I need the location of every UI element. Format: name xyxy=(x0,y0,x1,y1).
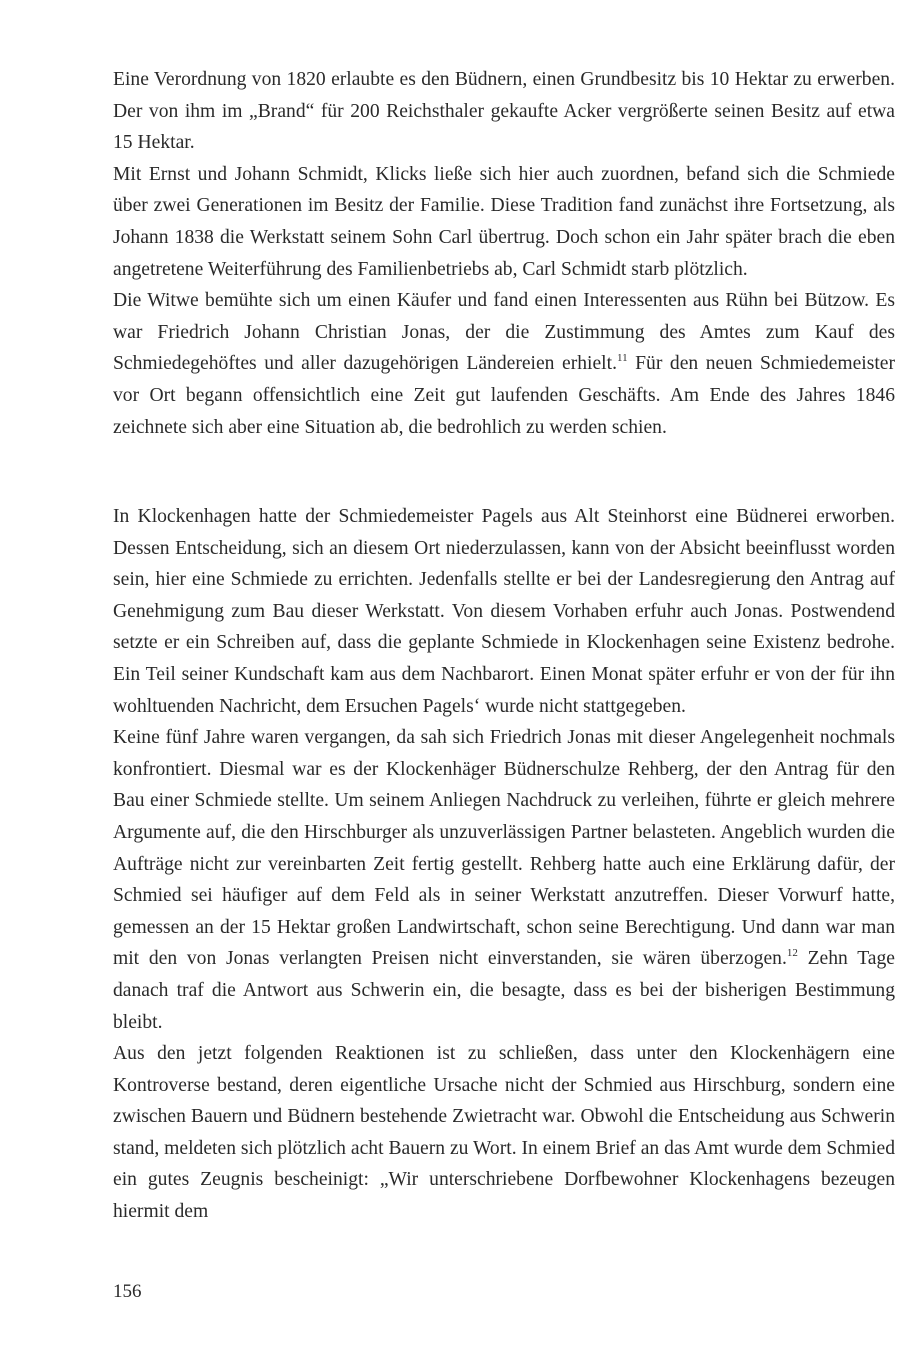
paragraph xyxy=(113,722,895,1038)
paragraph: In Klockenhagen hatte der Schmiedemeister Pagels aus Alt Steinhorst eine Büdnerei erworben. Dessen Entscheidung, sich an diesem Ort niederzulassen, kann von der Absicht beeinflusst worden sein, hier eine Schmiede zu errichten. Jedenfalls stellte er bei der Landesregierung den Antrag auf Genehmigung zum Bau dieser Werkstatt. Von diesem Vorhaben erfuhr auch Jonas. Postwendend setzte er ein Schreiben auf, dass die geplante Schmiede in Klockenhagen seine Existenz bedrohe. Ein Teil seiner Kundschaft kam aus dem Nachbarort. Einen Monat später erfuhr er von der für ihn wohltuenden Nachricht, dem Ersuchen Pagels‘ wurde nicht stattgegeben. xyxy=(113,506,895,717)
paragraph-text: Keine fünf Jahre waren vergangen, da sah sich Friedrich Jonas mit dieser Angelegenheit nochmals konfrontiert. Diesmal war es der Klockenhäger Büdnerschulze Rehberg, der den Antrag für den Bau einer Schmiede stellte. Um seinem Anliegen Nachdruck zu verleihen, führte er gleich mehrere Argumente auf, die den Hirschburger als unzuverlässigen Partner belasteten. Angeblich wurden die Aufträge nicht zur vereinbarten Zeit fertig gestellt. Rehberg hatte auch eine Erklärung dafür, der Schmied sei häufiger auf dem Feld als in seiner Werkstatt anzutreffen. Dieser Vorwurf hatte, gemessen an der 15 Hektar großen Landwirtschaft, schon seine Berechtigung. Und dann war man mit den von Jonas verlangten Preisen nicht einverstanden, sie wären überzogen. xyxy=(113,727,895,970)
paragraph: Aus den jetzt folgenden Reaktionen ist zu schließen, dass unter den Klockenhägern eine Kontroverse bestand, deren eigentliche Ursache nicht der Schmied aus Hirschburg, sondern eine zwischen Bauern und Büdnern bestehende Zwietracht war. Obwohl die Entscheidung aus Schwerin stand, meldeten sich plötzlich acht Bauern zu Wort. In einem Brief an das Amt wurde dem Schmied ein gutes Zeugnis bescheinigt: „Wir unterschriebene Dorfbewohner Klockenhagens bezeugen hiermit dem xyxy=(113,1043,895,1223)
footnote-marker: 11 xyxy=(616,351,628,364)
paragraph-text: Die Witwe bemühte sich um einen Käufer und fand einen Interessenten aus Rühn bei Bützow. Es war Friedrich Johann Christian Jonas, der die Zustimmung des Amtes zum Kauf des Schmiedegehöftes und aller dazugehörigen Ländereien erhielt. xyxy=(113,290,895,375)
footnote-marker: 12 xyxy=(786,946,798,959)
text-section-1 xyxy=(113,64,895,443)
paragraph: Eine Verordnung von 1820 erlaubte es den Büdnern, einen Grundbesitz bis 10 Hektar zu erwerben. Der von ihm im „Brand“ für 200 Reichsthaler gekaufte Acker vergrößerte seinen Besitz auf etwa 15 Hektar. xyxy=(113,69,895,154)
paragraph-text: Für den neuen Schmiedemeister vor Ort begann offensichtlich eine Zeit gut laufenden Geschäfts. Am Ende des Jahres 1846 zeichnete sich aber eine Situation ab, die bedrohlich zu werden schien. xyxy=(113,353,895,438)
paragraph xyxy=(113,285,895,443)
text-section-2 xyxy=(113,501,895,1228)
paragraph-text: Zehn Tage danach traf die Antwort aus Schwerin ein, die besagte, dass es bei der bisherigen Bestimmung bleibt. xyxy=(113,948,895,1033)
page-number: 156 xyxy=(113,1281,142,1302)
paragraph: Mit Ernst und Johann Schmidt, Klicks ließe sich hier auch zuordnen, befand sich die Schmiede über zwei Generationen im Besitz der Familie. Diese Tradition fand zunächst ihre Fortsetzung, als Johann 1838 die Werkstatt seinem Sohn Carl übertrug. Doch schon ein Jahr später brach die eben angetretene Weiterführung des Familienbetriebs ab, Carl Schmidt starb plötzlich. xyxy=(113,163,895,280)
